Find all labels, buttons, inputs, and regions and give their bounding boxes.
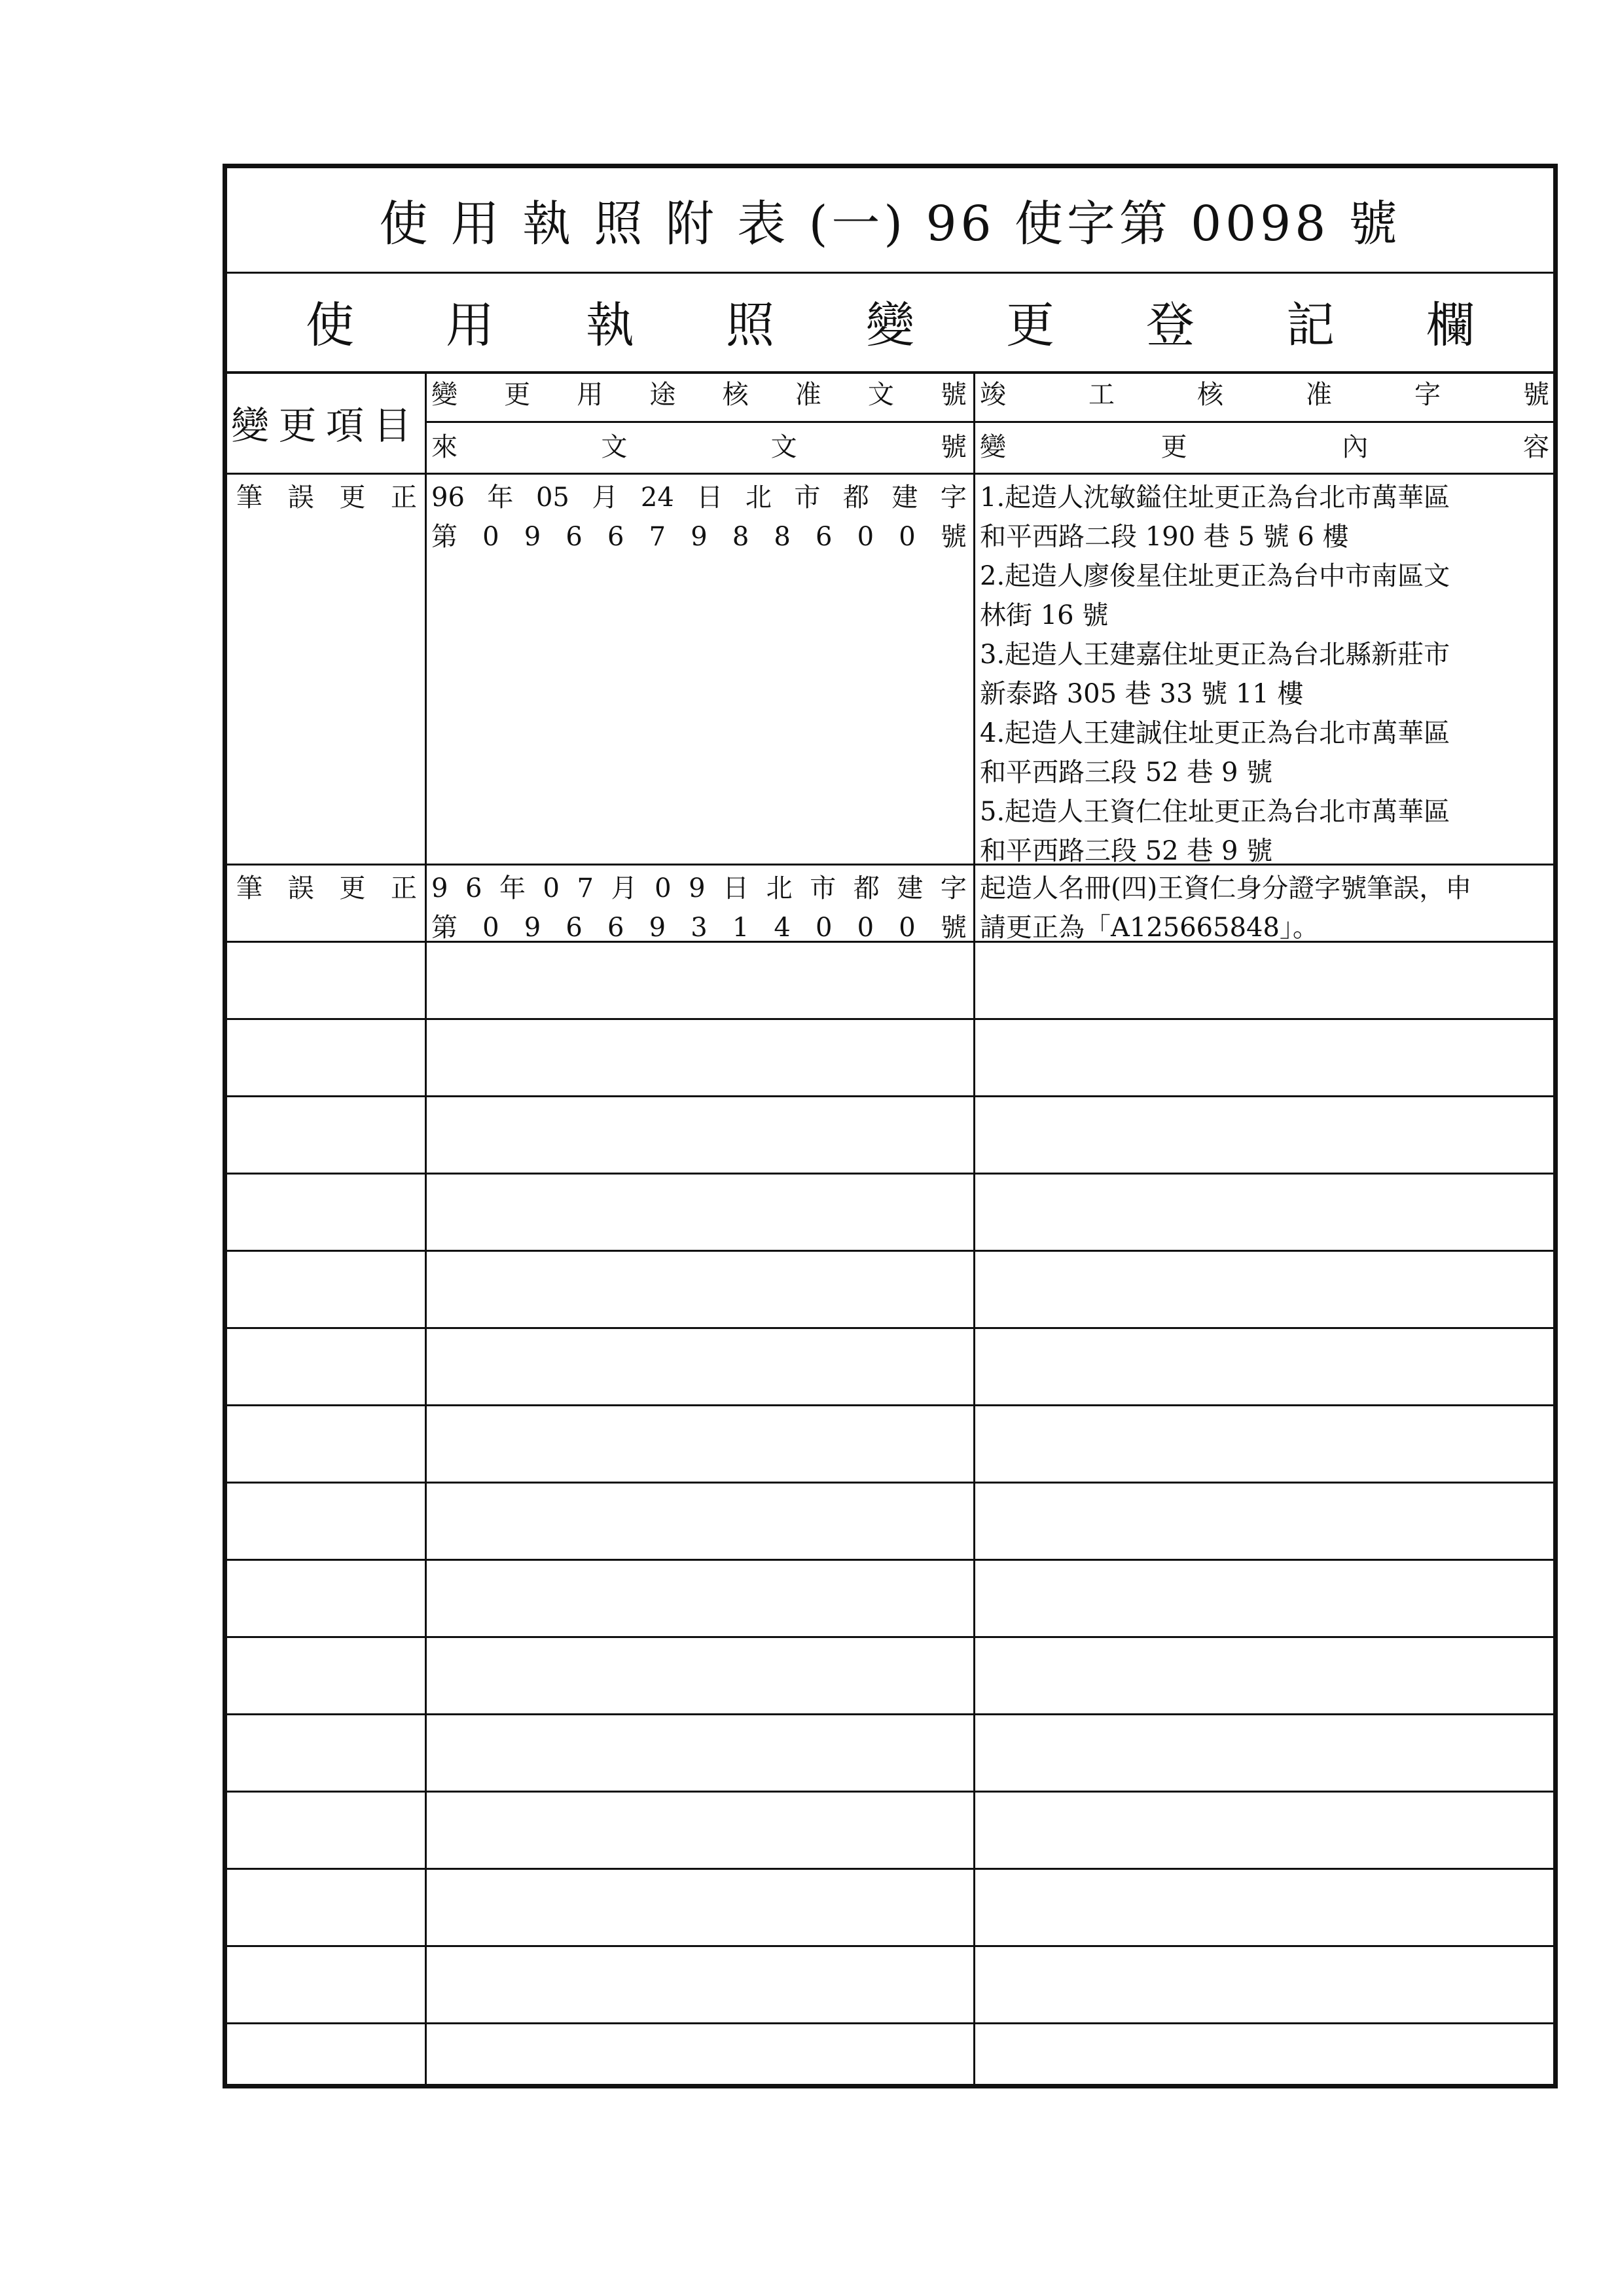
row-divider [227,1173,1553,1175]
row-divider [227,1636,1553,1638]
row-divider [227,1404,1553,1406]
content-line: 2.起造人廖俊星住址更正為台中市南區文 [980,561,1450,591]
column-header-change-item: 變更項目 [230,403,421,448]
row-divider [227,1945,1553,1947]
column-header-completion-doc: 竣 工 核 准 字 號 [980,380,1549,410]
entry-2-change-item: 筆 誤 更 正 [236,873,417,903]
content-line: 和平西路二段 190 巷 5 號 6 樓 [980,522,1349,552]
section-title-char: 欄 [1426,297,1475,354]
section-title [227,272,1553,374]
content-line: 1.起造人沈敏鎰住址更正為台北市萬華區 [980,483,1450,513]
content-line: 4.起造人王建誠住址更正為台北市萬華區 [980,718,1450,748]
section-title-char: 用 [446,297,494,354]
section-title-char: 使 [306,297,354,354]
row-divider [227,1713,1553,1715]
section-title-char: 登 [1146,297,1195,354]
row-divider [227,1868,1553,1870]
section-title-char: 更 [1006,297,1054,354]
column-divider [425,371,427,2084]
entry-1-doc-number: 第 0 9 6 6 7 9 8 8 6 0 0 號 [431,522,967,552]
section-title-char: 變 [866,297,914,354]
content-line: 林街 16 號 [980,600,1109,630]
header-bottom-rule [227,473,1553,475]
content-line: 新泰路 305 巷 33 號 11 樓 [980,679,1304,709]
content-line: 5.起造人王資仁住址更正為台北市萬華區 [980,797,1450,827]
entry-2-doc-number: 第 0 9 6 6 9 3 1 4 0 0 0 號 [431,913,967,943]
row-divider [227,2022,1553,2024]
change-register-table [227,371,1553,2084]
entry-2-change-content [980,869,1549,947]
section-title-char: 照 [726,297,774,354]
section-title-char: 記 [1286,297,1335,354]
entry-1-doc-date: 96 年 05 月 24 日 北 市 都 建 字 [431,483,967,513]
row-divider [227,1559,1553,1561]
column-header-approval-doc: 變 更 用 途 核 准 文 號 [431,380,967,410]
row-divider [227,1018,1553,1020]
column-header-change-content: 變 更 內 容 [980,432,1549,462]
content-line: 和平西路三段 52 巷 9 號 [980,836,1273,866]
content-line: 起造人名冊(四)王資仁身分證字號筆誤，申 [980,873,1472,903]
content-line: 請更正為「A125665848」。 [980,913,1319,943]
license-sheet [223,164,1558,2088]
content-line: 3.起造人王建嘉住址更正為台北縣新莊市 [980,640,1450,670]
header-divider [425,421,1553,423]
column-divider [973,371,975,2084]
entry-2-doc-date: 9 6 年 0 7 月 0 9 日 北 市 都 建 字 [431,873,967,903]
row-divider [227,1791,1553,1793]
page-title: 使 用 執 照 附 表 (一) 96 使字第 0098 號 [227,168,1553,274]
entry-1-change-content [980,478,1549,871]
row-divider [227,1250,1553,1252]
column-header-incoming-doc: 來 文 文 號 [431,432,967,462]
row-divider [227,1095,1553,1097]
entry-1-change-item: 筆 誤 更 正 [236,483,417,513]
row-divider [227,1327,1553,1329]
section-title-char: 執 [586,297,634,354]
content-line: 和平西路三段 52 巷 9 號 [980,757,1273,788]
row-divider [227,1482,1553,1484]
